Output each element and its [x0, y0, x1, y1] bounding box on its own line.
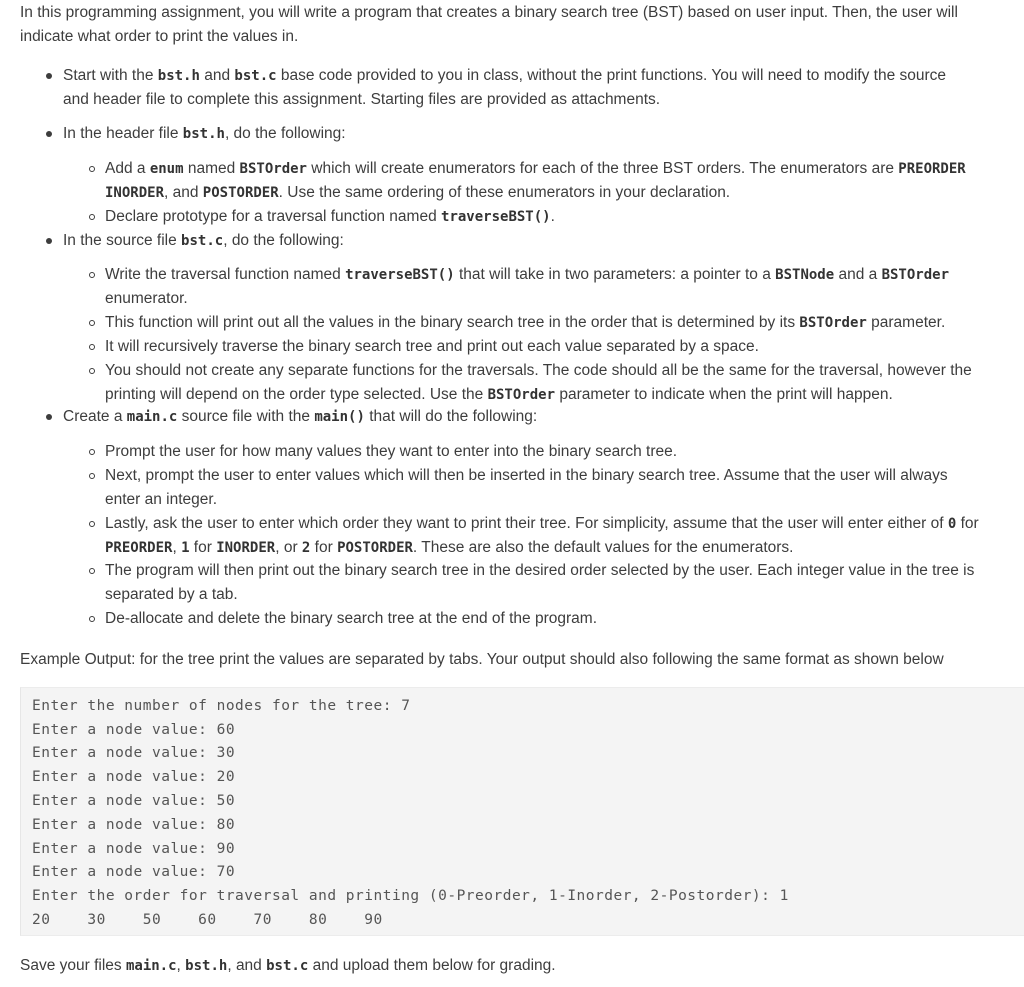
bullet-dot — [46, 73, 52, 79]
sub-bullet-circle — [89, 449, 95, 455]
bullet-base-code: Start with the bst.h and bst.c base code provided to you in class, without the print functions. You will need to modify the source — [63, 67, 947, 84]
intro-line-1: In this programming assignment, you will write a program that creates a binary search tree (BST) based on user input. Then, the user will — [20, 4, 958, 21]
code-line: Enter a node value: 30 — [32, 745, 236, 761]
sub-bullet-order-select: Lastly, ask the user to enter which order they want to print their tree. For simplicity, assume that the user will enter either of 0 for — [105, 515, 979, 532]
sub-bullet-print-tree-line-2: separated by a tab. — [105, 586, 238, 603]
sub-bullet-enum-line-2: INORDER, and POSTORDER. Use the same ordering of these enumerators in your declaration. — [105, 184, 731, 201]
sub-bullet-prompt-count: Prompt the user for how many values they want to enter into the binary search tree. — [105, 443, 678, 460]
bullet-source-file: In the source file bst.c, do the following: — [63, 232, 344, 249]
bullet-dot — [46, 414, 52, 420]
code-line: Enter a node value: 50 — [32, 793, 236, 809]
code-line: Enter the order for traversal and printing (0-Preorder, 1-Inorder, 2-Postorder): 1 — [32, 888, 789, 904]
save-instructions: Save your files main.c, bst.h, and bst.c and upload them below for grading. — [20, 957, 556, 974]
sub-bullet-order-select-line-2: PREORDER, 1 for INORDER, or 2 for POSTORDER. These are also the default values for the enumerators. — [105, 539, 794, 556]
sub-bullet-traverse-line-2: enumerator. — [105, 290, 188, 307]
sub-bullet-circle — [89, 272, 95, 278]
code-line-output: 20 30 50 60 70 80 90 — [32, 912, 383, 928]
sub-bullet-no-separate-line-2: printing will depend on the order type selected. Use the BSTOrder parameter to indicate when the print will happen. — [105, 386, 893, 403]
sub-bullet-circle — [89, 521, 95, 527]
sub-bullet-prototype: Declare prototype for a traversal function named traverseBST(). — [105, 208, 555, 225]
sub-bullet-print-order: This function will print out all the values in the binary search tree in the order that is determined by its BSTOrder parameter. — [105, 314, 946, 331]
bullet-header-file: In the header file bst.h, do the following: — [63, 125, 346, 142]
sub-bullet-circle — [89, 344, 95, 350]
sub-bullet-circle — [89, 568, 95, 574]
code-line: Enter the number of nodes for the tree: 7 — [32, 698, 411, 714]
sub-bullet-circle — [89, 616, 95, 622]
code-line: Enter a node value: 90 — [32, 841, 236, 857]
sub-bullet-circle — [89, 473, 95, 479]
sub-bullet-recursive: It will recursively traverse the binary search tree and print out each value separated by a space. — [105, 338, 759, 355]
sub-bullet-enum: Add a enum named BSTOrder which will create enumerators for each of the three BST orders. The enumerators are PREORDER — [105, 160, 966, 177]
bullet-dot — [46, 238, 52, 244]
sub-bullet-prompt-values-line-2: enter an integer. — [105, 491, 218, 508]
code-line: Enter a node value: 20 — [32, 769, 236, 785]
code-line: Enter a node value: 70 — [32, 864, 236, 880]
bullet-base-code-line-2: and header file to complete this assignment. Starting files are provided as attachments. — [63, 91, 661, 108]
example-heading: Example Output: for the tree print the values are separated by tabs. Your output should also following the same format as shown below — [20, 651, 944, 668]
bullet-main-file: Create a main.c source file with the main() that will do the following: — [63, 408, 538, 425]
sub-bullet-prompt-values: Next, prompt the user to enter values which will then be inserted in the binary search tree. Assume that the user will always — [105, 467, 948, 484]
sub-bullet-print-tree: The program will then print out the binary search tree in the desired order selected by the user. Each integer value in the tree is — [105, 562, 975, 579]
bullet-dot — [46, 131, 52, 137]
sub-bullet-circle — [89, 166, 95, 172]
sub-bullet-traverse: Write the traversal function named traverseBST() that will take in two parameters: a pointer to a BSTNode and a BSTOrder — [105, 266, 950, 283]
sub-bullet-circle — [89, 320, 95, 326]
code-line: Enter a node value: 80 — [32, 817, 236, 833]
intro-line-2: indicate what order to print the values in. — [20, 28, 299, 45]
sub-bullet-no-separate: You should not create any separate functions for the traversals. The code should all be the same for the traversal, however the — [105, 362, 972, 379]
sub-bullet-deallocate: De-allocate and delete the binary search tree at the end of the program. — [105, 610, 597, 627]
sub-bullet-circle — [89, 368, 95, 374]
sub-bullet-circle — [89, 214, 95, 220]
code-line: Enter a node value: 60 — [32, 722, 236, 738]
